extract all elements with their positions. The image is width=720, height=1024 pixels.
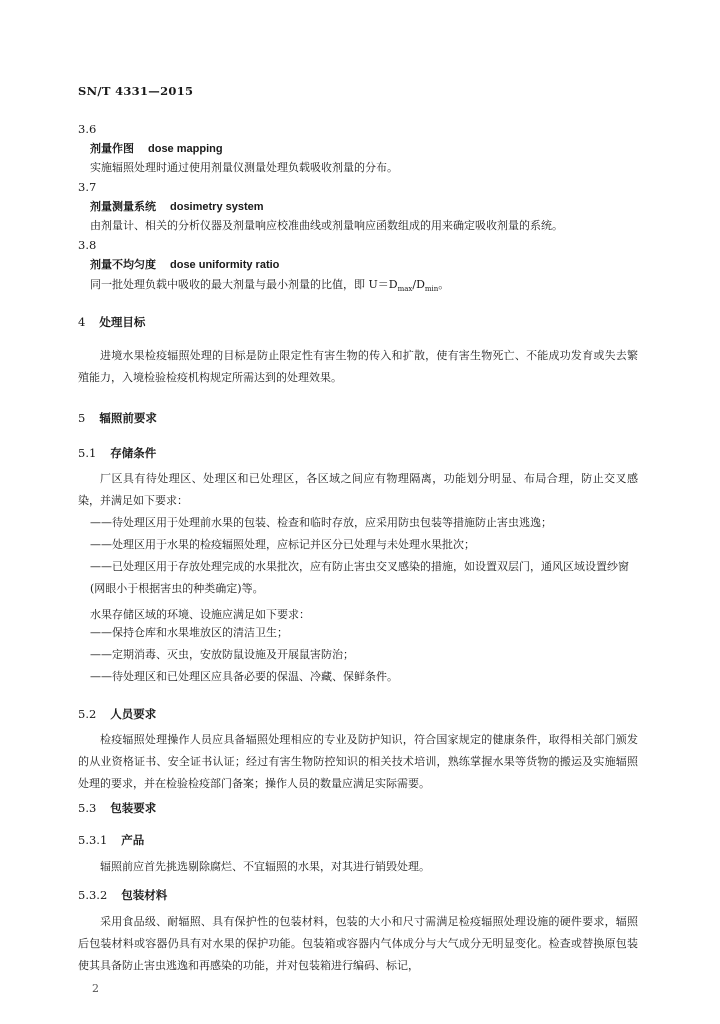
term-definition: 同一批处理负载中吸收的最大剂量与最小剂量的比值，即 $U=D_{max}/D_{min}$。	[90, 278, 450, 294]
section-heading: 4 处理目标	[78, 315, 146, 329]
term-zh: 剂量作图	[90, 142, 134, 155]
subsection-heading: 5.1 存储条件	[78, 446, 157, 460]
term-zh: 剂量不均匀度	[90, 258, 156, 271]
clause-number: 3.7	[78, 180, 97, 194]
list-item: ——已处理区用于存放处理完成的水果批次，应有防止害虫交叉感染的措施，如设置双层门，通风区域设置纱窗(网眼小于根据害虫的种类确定)等。	[90, 560, 629, 595]
term-en: dosimetry system	[170, 201, 264, 213]
section-paragraph: 厂区具有待处理区、处理区和已处理区，各区域之间应有物理隔离，功能划分明显、布局合理，防止交叉感染，并满足如下要求：	[78, 472, 638, 507]
page-number: 2	[92, 982, 99, 995]
list-item: ——定期消毒、灭虫，安放防鼠设施及开展鼠害防治；	[90, 648, 354, 661]
subsection-heading: 5.3.2 包装材料	[78, 888, 168, 902]
list-item: ——保持仓库和水果堆放区的清洁卫生；	[90, 626, 288, 639]
term-en: dose uniformity ratio	[170, 259, 280, 271]
section-heading: 5 辐照前要求	[78, 411, 157, 425]
section-paragraph: 进境水果检疫辐照处理的目标是防止限定性有害生物的传入和扩散，使有害生物死亡、不能成功发育或失去繁殖能力，入境检验检疫机构规定所需达到的处理效果。	[78, 349, 638, 384]
section-paragraph: 水果存储区域的环境、设施应满足如下要求：	[90, 608, 310, 621]
section-paragraph: 采用食品级、耐辐照、具有保护性的包装材料，包装的大小和尺寸需满足检疫辐照处理设施的硬件要求，辐照后包装材料或容器仍具有对水果的保护功能。包装箱或容器内气体成分与大气成分无明显变化。检查或替换原包装使其具备防止害虫逃逸和再感染的功能，并对包装箱进行编码、标记，	[78, 915, 638, 972]
list-item: ——处理区用于水果的检疫辐照处理，应标记并区分已处理与未处理水果批次；	[90, 538, 475, 551]
list-item: ——待处理区用于处理前水果的包装、检查和临时存放，应采用防虫包装等措施防止害虫逃逸；	[90, 516, 552, 529]
section-paragraph: 辐照前应首先挑选剔除腐烂、不宜辐照的水果，对其进行销毁处理。	[100, 860, 430, 873]
term-heading	[90, 140, 223, 156]
term-definition: 由剂量计、相关的分析仪器及剂量响应校准曲线或剂量响应函数组成的用来确定吸收剂量的系统。	[90, 219, 563, 232]
subsection-heading: 5.2 人员要求	[78, 707, 157, 721]
list-item: ——待处理区和已处理区应具备必要的保温、冷藏、保鲜条件。	[90, 670, 398, 683]
term-heading	[90, 256, 279, 272]
section-paragraph: 检疫辐照处理操作人员应具备辐照处理相应的专业及防护知识，符合国家规定的健康条件，取得相关部门颁发的从业资格证书、安全证书认证；经过有害生物防控知识的相关技术培训，熟练掌握水果等货物的搬运及实施辐照处理的要求，并在检验检疫部门备案；操作人员的数量应满足实际需要。	[78, 733, 638, 790]
term-en: dose mapping	[148, 143, 223, 155]
standard-header: SN/T 4331—2015	[78, 84, 194, 98]
subsection-heading: 5.3.1 产品	[78, 833, 145, 847]
term-zh: 剂量测量系统	[90, 200, 156, 213]
term-definition: 实施辐照处理时通过使用剂量仪测量处理负载吸收剂量的分布。	[90, 161, 398, 174]
term-heading	[90, 198, 264, 214]
clause-number: 3.8	[78, 238, 97, 252]
clause-number: 3.6	[78, 122, 97, 136]
subsection-heading: 5.3 包装要求	[78, 801, 157, 815]
